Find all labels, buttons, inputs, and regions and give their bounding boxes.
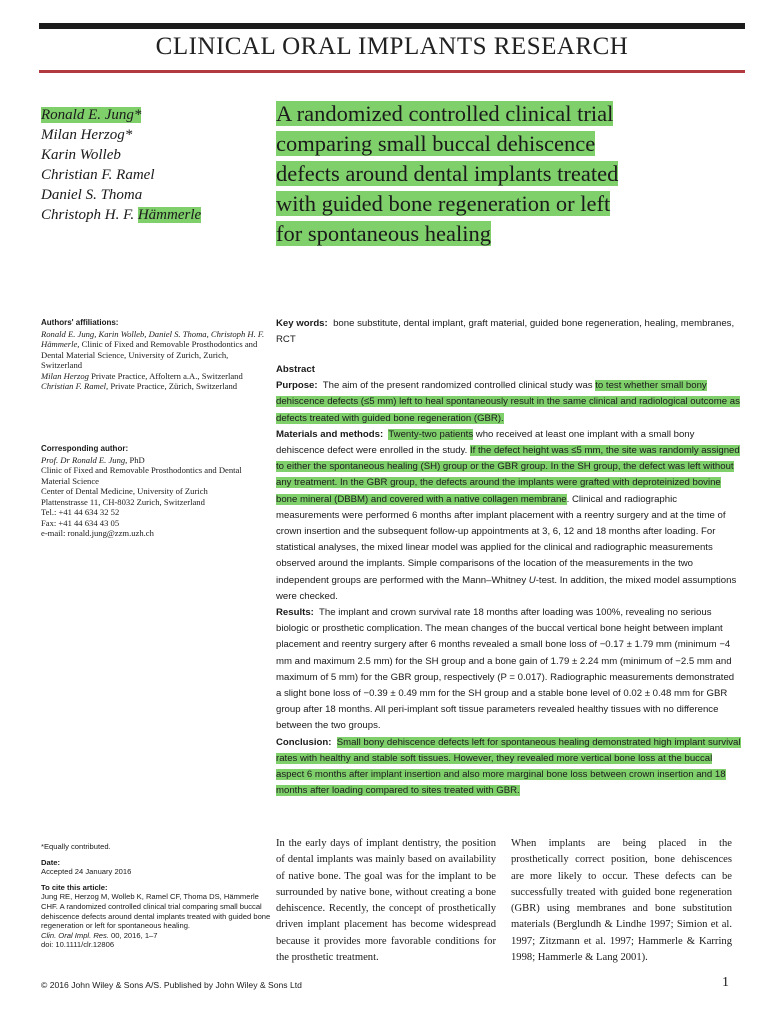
affiliation-entry: Christian F. Ramel, Private Practice, Zürich, Switzerland: [41, 381, 238, 391]
author-list: [41, 105, 201, 225]
header-bar: [39, 23, 745, 29]
corresponding-name: Prof. Dr Ronald E. Jung, PhD: [41, 454, 145, 465]
author-name: Daniel S. Thoma: [41, 187, 143, 203]
affiliation-entry: Ronald E. Jung, Karin Wolleb, Daniel S. Thoma, Christoph H. F. Hämmerle, Clinic of Fixed and Removable Prosthodontics and Dental Material Science, University of Zurich, Zurich, Switzerland: [41, 328, 265, 370]
article-title: [276, 99, 746, 249]
title-line: A randomized controlled clinical trial: [276, 101, 614, 126]
abstract-purpose: Purpose: The aim of the present randomized controlled clinical study was to test whether small bony dehiscence defects (≤5 mm) left to heal spontaneously result in the same clinical and radiological outcome as defects treated with guided bone regeneration (GBR).: [276, 380, 740, 424]
authors-affiliations: [41, 318, 271, 392]
keywords-label: Key words:: [276, 318, 328, 329]
equal-contribution-note: *Equally contributed.: [41, 842, 111, 851]
corresponding-label: Corresponding author:: [41, 444, 129, 453]
abstract-results: Results: The implant and crown survival rate 18 months after loading was 100%, revealing no serious biologic or prosthetic complication. The mean changes of the buccal vertical bone height between implant placement and reentry surgery after 6 months revealed a small bone loss of −0.17 ± 1.79 mm (minimum −4 mm and maximum 2.5 mm) for the SH group and a bone gain of 1.79 ± 2.24 mm (minimum of −2.5 mm and maximum of 5 mm) for the GBR group, respectively (P = 0.017). Radiographic measurements demonstrated a slight bone loss of −0.39 ± 0.49 mm for the SH group and a stable bone level of 0.02 ± 0.48 mm for GBR group after 18 months. All peri-implant soft tissue parameters revealed healthy tissues with no difference between the two groups.: [276, 607, 735, 732]
author-name: Milan Herzog*: [41, 127, 133, 143]
date-note: Date: Accepted 24 January 2016: [41, 857, 132, 877]
author-name: Ronald E. Jung*: [41, 107, 142, 123]
footer-copyright: © 2016 John Wiley & Sons A/S. Published by John Wiley & Sons Ltd: [41, 980, 302, 990]
body-column-1: In the early days of implant dentistry, the position of dental implants was mainly based on availability of native bone. The goal was for the implant to be surrounded by native bone, without creating a bone dehiscence. Recently, the concept of prosthetically driven implant placement has become widespread because it provides more favorable conditions for the prosthetic treatment.: [276, 838, 496, 964]
author-name: Christian F. Ramel: [41, 167, 155, 183]
title-line: with guided bone regeneration or left: [276, 191, 611, 216]
corresponding-line: Plattenstrasse 11, CH-8032 Zurich, Switzerland: [41, 496, 205, 507]
corresponding-line: Fax: +41 44 634 43 05: [41, 517, 120, 528]
journal-title: CLINICAL ORAL IMPLANTS RESEARCH: [155, 33, 629, 60]
affiliation-entry: Milan Herzog Private Practice, Affoltern a.A., Switzerland: [41, 370, 243, 381]
corresponding-line: Clinic of Fixed and Removable Prosthodontics and Dental Material Science: [41, 465, 242, 486]
page-number: 1: [722, 975, 729, 990]
keywords: [276, 316, 740, 348]
body-column-2: When implants are being placed in the prosthetically correct position, bone dehiscences are more likely to occur. These defects can be successfully treated with guided bone regeneration (GBR) using membranes and bone substitution materials (Berglundh & Lindhe 1997; Simion et al. 1997; Zitzmann et al. 1997; Hammerle & Karring 1998; Hammerle & Lang 2001).: [511, 838, 732, 964]
title-line: defects around dental implants treated: [276, 161, 619, 186]
abstract-methods: Materials and methods: Twenty-two patients who received at least one implant with a small bony dehiscence defect were enrolled in the study. If the defect height was ≤5 mm, the site was randomly assigned to either the spontaneous healing (SH) group or the GBR group. In the SH group, the defect was left without any treatment. In the GBR group, the defects around the implants were grafted with deproteinized bovine bone mineral (DBBM) and covered with a native collagen membrane. Clinical and radiographic measurements were performed 6 months after implant placement with a reentry surgery and at the time of crown insertion and the subsequent follow-up appointments at 3, 6, 12 and 18 months after loading. For statistical analyses, the mixed linear model was applied for the clinical and radiographic measurements observed around the implants. Simple comparisons of the location of the measurements in the two independent groups are performed with the Mann–Whitney U-test. In addition, the mixed model assumptions were checked.: [276, 428, 740, 602]
corresponding-email[interactable]: e-mail: ronald.jung@zzm.uzh.ch: [41, 528, 154, 538]
author-name: Karin Wolleb: [41, 147, 121, 163]
citation-note: To cite this article: Jung RE, Herzog M, Wolleb K, Ramel CF, Thoma DS, Hämmerle CHF. A randomized controlled clinical trial comparing small buccal dehiscence defects around dental implants treated with guided bone regeneration or left for spontaneous healing. Clin. Oral Impl. Res. 00, 2016, 1–7 doi: 10.1111/clr.12806: [41, 882, 271, 950]
corresponding-line: Center of Dental Medicine, University of Zurich: [41, 486, 208, 496]
affiliations-label: Authors' affiliations:: [41, 318, 119, 327]
abstract-conclusion: Conclusion: Small bony dehiscence defects left for spontaneous healing demonstrated high implant survival rates with healthy and stable soft tissues. However, they revealed more vertical bone loss at the buccal aspect 6 months after implant insertion and also more marginal bone loss between crown insertion and 18 months after loading compared to sites treated with GBR.: [276, 736, 741, 797]
corresponding-author: [41, 444, 271, 539]
title-line: for spontaneous healing: [276, 221, 491, 246]
abstract-heading: Abstract: [276, 364, 315, 375]
keywords-text: bone substitute, dental implant, graft material, guided bone regeneration, healing, membranes, RCT: [276, 318, 735, 345]
title-line: comparing small buccal dehiscence: [276, 131, 596, 156]
article-notes: [41, 842, 271, 956]
corresponding-line: Tel.: +41 44 634 32 52: [41, 507, 120, 517]
header-rule: [39, 70, 745, 73]
doi[interactable]: doi: 10.1111/clr.12806: [41, 940, 115, 950]
author-name: Christoph H. F. Hämmerle: [41, 207, 202, 223]
abstract: [276, 362, 742, 799]
